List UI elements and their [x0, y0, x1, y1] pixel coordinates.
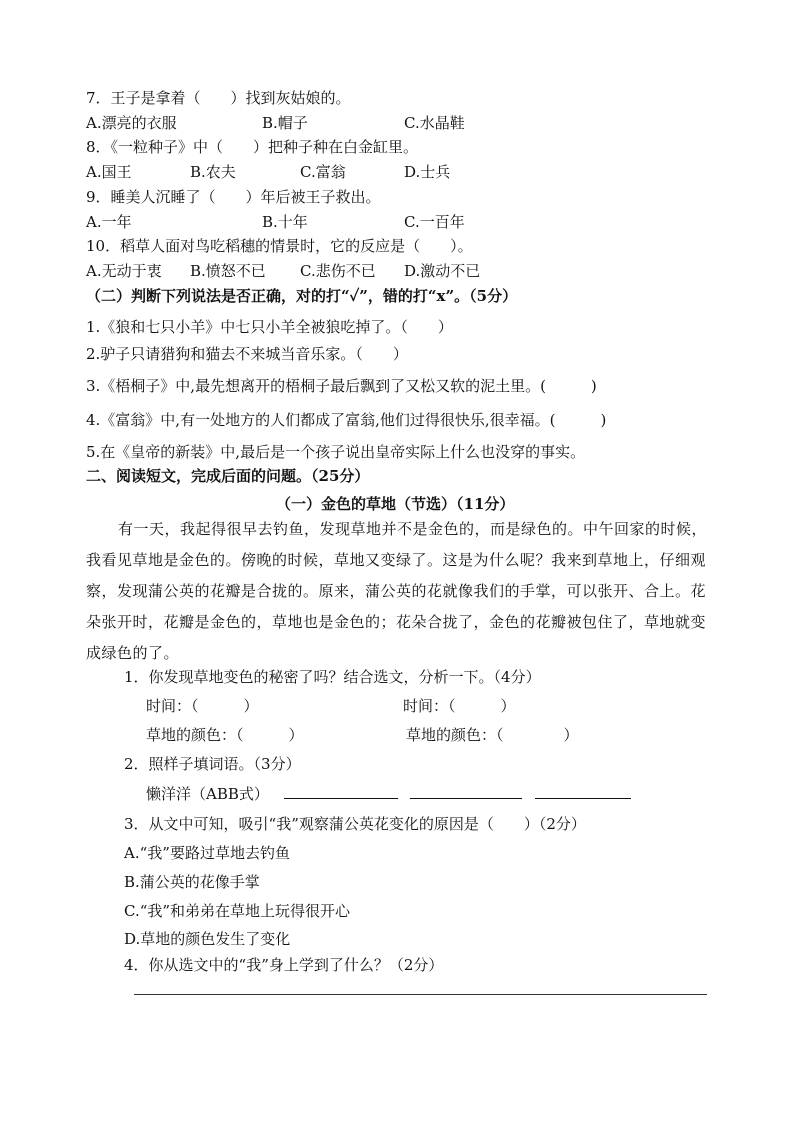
option-a[interactable]: A.无动于衷: [86, 262, 162, 280]
passage-text: 有一天，我起得很早去钓鱼，发现草地并不是金色的，而是绿色的。中午回家的时候，我看见草地是金色的。傍晚的时候，草地又变绿了。这是为什么呢？我来到草地上，仔细观察，发现蒲公英的花瓣是合拢的。原来，蒲公英的花就像我们的手掌，可以张开、合上。花朵张开时，花瓣是金色的，草地也是金色的；花朵合拢了，金色的花瓣被包住了，草地就变成绿色的了。: [86, 520, 708, 662]
reading-question-2-stem: 2．照样子填词语。（3分）: [124, 755, 301, 773]
option-b[interactable]: B.帽子: [262, 114, 308, 132]
word-blank-1[interactable]: [284, 784, 398, 799]
example-word: [146, 784, 631, 804]
option-a[interactable]: A.一年: [86, 213, 132, 231]
question-7-stem: 7．王子是拿着（ ）找到灰姑娘的。: [86, 89, 351, 107]
option-c[interactable]: C.一百年: [404, 213, 465, 231]
option-a[interactable]: A.国王: [86, 163, 132, 181]
judge-item: 5.在《皇帝的新装》中,最后是一个孩子说出皇帝实际上什么也没穿的事实。: [86, 443, 586, 461]
reading-question-3-stem: 3．从文中可知，吸引“我”观察蒲公英花变化的原因是（ ）（2分）: [124, 815, 586, 833]
judge-item: 1.《狼和七只小羊》中七只小羊全被狼吃掉了。（ ）: [86, 318, 453, 336]
option-d[interactable]: D.草地的颜色发生了变化: [124, 930, 291, 948]
judge-item: 3.《梧桐子》中,最先想离开的梧桐子最后飘到了又松又软的泥土里。( ): [86, 377, 597, 395]
option-b[interactable]: B.愤怒不已: [190, 262, 266, 280]
question-9-stem: 9．睡美人沉睡了（ ）年后被王子救出。: [86, 188, 381, 206]
reading-question-1-stem: 1．你发现草地变色的秘密了吗？结合选文，分析一下。（4分）: [124, 668, 541, 686]
option-c[interactable]: C.悲伤不已: [300, 262, 376, 280]
word-blank-3[interactable]: [535, 784, 631, 799]
judge-item: 2.驴子只请猎狗和猫去不来城当音乐家。（ ）: [86, 345, 408, 363]
judge-section-heading: （二）判断下列说法是否正确，对的打“✓”，错的打“x”。（5分）: [86, 287, 518, 305]
reading-section-heading: 二、阅读短文，完成后面的问题。（25分）: [86, 467, 370, 485]
option-c[interactable]: C.富翁: [300, 163, 346, 181]
color-blank-right[interactable]: 草地的颜色：（ ）: [406, 726, 579, 744]
option-c[interactable]: C.水晶鞋: [404, 114, 465, 132]
question-8-stem: 8．《一粒种子》中（ ）把种子种在白金缸里。: [86, 138, 419, 156]
option-b[interactable]: B.农夫: [190, 163, 236, 181]
option-c[interactable]: C.“我”和弟弟在草地上玩得很开心: [124, 902, 351, 920]
option-a[interactable]: A.“我”要路过草地去钓鱼: [124, 844, 290, 862]
option-b[interactable]: B.十年: [262, 213, 308, 231]
judge-item: 4.《富翁》中,有一处地方的人们都成了富翁,他们过得很快乐,很幸福。( ): [86, 411, 607, 429]
answer-line[interactable]: [134, 994, 707, 995]
option-a[interactable]: A.漂亮的衣服: [86, 114, 177, 132]
option-d[interactable]: D.士兵: [404, 163, 451, 181]
time-blank-left[interactable]: 时间：（ ）: [146, 697, 259, 715]
word-blank-2[interactable]: [410, 784, 522, 799]
option-d[interactable]: D.激动不已: [404, 262, 481, 280]
time-blank-right[interactable]: 时间：（ ）: [403, 697, 516, 715]
example-word-label: 懒洋洋（ABB式）: [146, 785, 269, 803]
passage-title: （一）金色的草地（节选）（11分）: [276, 495, 515, 513]
option-b[interactable]: B.蒲公英的花像手掌: [124, 873, 260, 891]
color-blank-left[interactable]: 草地的颜色：（ ）: [146, 726, 304, 744]
question-10-stem: 10．稻草人面对鸟吃稻穗的情景时，它的反应是（ ）。: [86, 237, 473, 255]
reading-question-4-stem: 4．你从选文中的“我”身上学到了什么？（2分）: [124, 956, 444, 974]
